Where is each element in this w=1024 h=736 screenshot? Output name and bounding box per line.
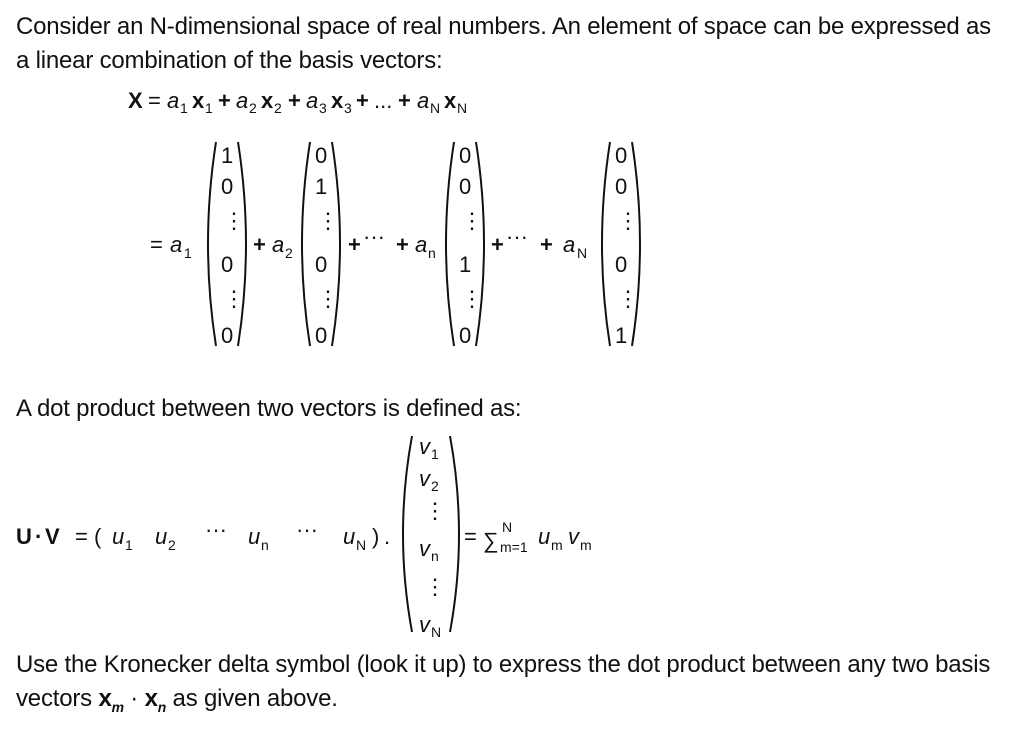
col-vdots: ⋮ — [424, 498, 446, 523]
row-un-sub: n — [261, 537, 269, 553]
intro-paragraph: Consider an N-dimensional space of real numbers. An element of space can be expressed as a linear combination of the basis vectors: — [16, 13, 991, 74]
entry-0: 0 — [315, 323, 328, 348]
equals-sign-4: = — [464, 524, 477, 549]
coef-aN: a — [417, 88, 430, 113]
left-paren — [602, 142, 610, 346]
matrix-coef-aN: a — [563, 232, 576, 257]
col-vN-sub: N — [431, 624, 442, 640]
sum-lower: m=1 — [500, 539, 528, 555]
right-paren — [332, 142, 340, 346]
vdots: ⋮ — [617, 286, 639, 311]
dot-op: · — [123, 685, 145, 712]
coef-a2: a — [236, 88, 249, 113]
entry-1: 1 — [459, 252, 472, 277]
vec-x1: x — [192, 88, 205, 113]
summand-v-sub: m — [580, 537, 592, 553]
col-vN: v — [419, 612, 430, 637]
basis-x-n-letter: x — [144, 685, 158, 712]
entry-0: 0 — [615, 252, 628, 277]
plus-6: + — [348, 232, 361, 257]
vdots: ⋮ — [317, 286, 339, 311]
vdots: ⋮ — [461, 208, 483, 233]
matrix-coef-a1-sub: 1 — [184, 245, 192, 261]
row-u2: u — [155, 524, 168, 549]
left-paren — [302, 142, 310, 346]
col-vdots: ⋮ — [424, 574, 446, 599]
vec-x3: x — [331, 88, 344, 113]
row-open-paren: ( — [94, 524, 102, 549]
instruction-text-end: as given above. — [166, 685, 338, 712]
vec-x2-sub: 2 — [274, 100, 282, 116]
col-v1-sub: 1 — [431, 446, 439, 462]
row-cdots: ··· — [296, 517, 318, 542]
entry-0: 0 — [615, 143, 628, 168]
col-right-paren — [450, 436, 459, 632]
vec-x2: x — [261, 88, 274, 113]
coef-a3: a — [306, 88, 319, 113]
basis-x-n-sub: n — [157, 698, 167, 715]
dot-symbol: · — [35, 524, 43, 549]
plus-7: + — [396, 232, 409, 257]
row-uN-sub: N — [356, 537, 367, 553]
entry-1: 1 — [315, 174, 328, 199]
entry-0: 0 — [315, 252, 328, 277]
entry-0: 0 — [459, 143, 472, 168]
plus-3: + — [356, 88, 369, 113]
summand-v: v — [568, 524, 579, 549]
left-paren — [446, 142, 454, 346]
basis-vector-n — [446, 142, 484, 348]
col-v2-sub: 2 — [431, 478, 439, 494]
col-v1: v — [419, 434, 430, 459]
basis-x-m-sub: m — [111, 698, 124, 715]
sum-upper: N — [502, 519, 513, 535]
dot-product-equation — [16, 434, 592, 640]
coef-aN-sub: N — [430, 100, 441, 116]
sum-symbol: ∑ — [483, 528, 499, 553]
vec-x3-sub: 3 — [344, 100, 352, 116]
coef-a1: a — [167, 88, 180, 113]
vdots: ⋮ — [223, 286, 245, 311]
basis-x-n — [144, 685, 167, 715]
ellipsis: ... — [374, 88, 393, 113]
col-vn-sub: n — [431, 548, 439, 564]
entry-0: 0 — [315, 143, 328, 168]
equals-sign: = — [148, 88, 161, 113]
instruction-text: Use the Kronecker delta symbol (look it up) to express the dot product between any two basis vectors — [16, 651, 991, 712]
matrix-coef-an-sub: n — [428, 245, 436, 261]
row-u2-sub: 2 — [168, 537, 176, 553]
row-close-paren: ) — [372, 524, 380, 549]
vec-V: V — [45, 524, 60, 549]
row-uN: u — [343, 524, 356, 549]
plus-1: + — [218, 88, 231, 113]
lhs-x: X — [128, 88, 143, 113]
entry-0: 0 — [221, 174, 234, 199]
matrix-coef-a2-sub: 2 — [285, 245, 293, 261]
vec-xN-sub: N — [457, 100, 468, 116]
col-left-paren — [403, 436, 412, 632]
vec-x1-sub: 1 — [205, 100, 213, 116]
matrix-coef-an: a — [415, 232, 428, 257]
basis-x-m — [98, 685, 124, 715]
coef-a2-sub: 2 — [249, 100, 257, 116]
coef-a3-sub: 3 — [319, 100, 327, 116]
vdots: ⋮ — [223, 208, 245, 233]
col-v2: v — [419, 466, 430, 491]
coef-a1-sub: 1 — [180, 100, 188, 116]
summand-u-sub: m — [551, 537, 563, 553]
basis-vector-N — [602, 142, 640, 348]
matrix-coef-a2: a — [272, 232, 285, 257]
row-u1-sub: 1 — [125, 537, 133, 553]
plus-5: + — [253, 232, 266, 257]
equals-sign-3: = — [75, 524, 88, 549]
entry-1: 1 — [615, 323, 628, 348]
vdots: ⋮ — [461, 286, 483, 311]
cdots: ··· — [506, 224, 528, 249]
basis-expansion — [150, 142, 640, 348]
expansion-equation — [128, 88, 467, 116]
dot-product-paragraph: A dot product between two vectors is defined as: — [16, 395, 522, 422]
vec-xN: x — [444, 88, 457, 113]
row-un: u — [248, 524, 261, 549]
col-vn: v — [419, 536, 430, 561]
row-cdots: ··· — [205, 517, 227, 542]
plus-8: + — [491, 232, 504, 257]
vdots: ⋮ — [617, 208, 639, 233]
summand-u: u — [538, 524, 551, 549]
plus-4: + — [398, 88, 411, 113]
equals-sign-2: = — [150, 232, 163, 257]
entry-0: 0 — [459, 174, 472, 199]
vdots: ⋮ — [317, 208, 339, 233]
right-paren — [476, 142, 484, 346]
basis-vector-2 — [302, 142, 340, 348]
basis-x-m-letter: x — [98, 685, 112, 712]
plus-9: + — [540, 232, 553, 257]
plus-2: + — [288, 88, 301, 113]
entry-0: 0 — [615, 174, 628, 199]
entry-0: 0 — [221, 323, 234, 348]
basis-vector-1 — [208, 142, 246, 348]
left-paren — [208, 142, 216, 346]
vec-U: U — [16, 524, 32, 549]
matrix-coef-aN-sub: N — [577, 245, 588, 261]
entry-0: 0 — [221, 252, 234, 277]
right-paren — [632, 142, 640, 346]
entry-0: 0 — [459, 323, 472, 348]
right-paren — [238, 142, 246, 346]
period: . — [384, 524, 391, 549]
instruction-paragraph — [16, 648, 1016, 724]
matrix-coef-a1: a — [170, 232, 183, 257]
entry-1: 1 — [221, 143, 234, 168]
cdots: ··· — [363, 224, 385, 249]
row-u1: u — [112, 524, 125, 549]
